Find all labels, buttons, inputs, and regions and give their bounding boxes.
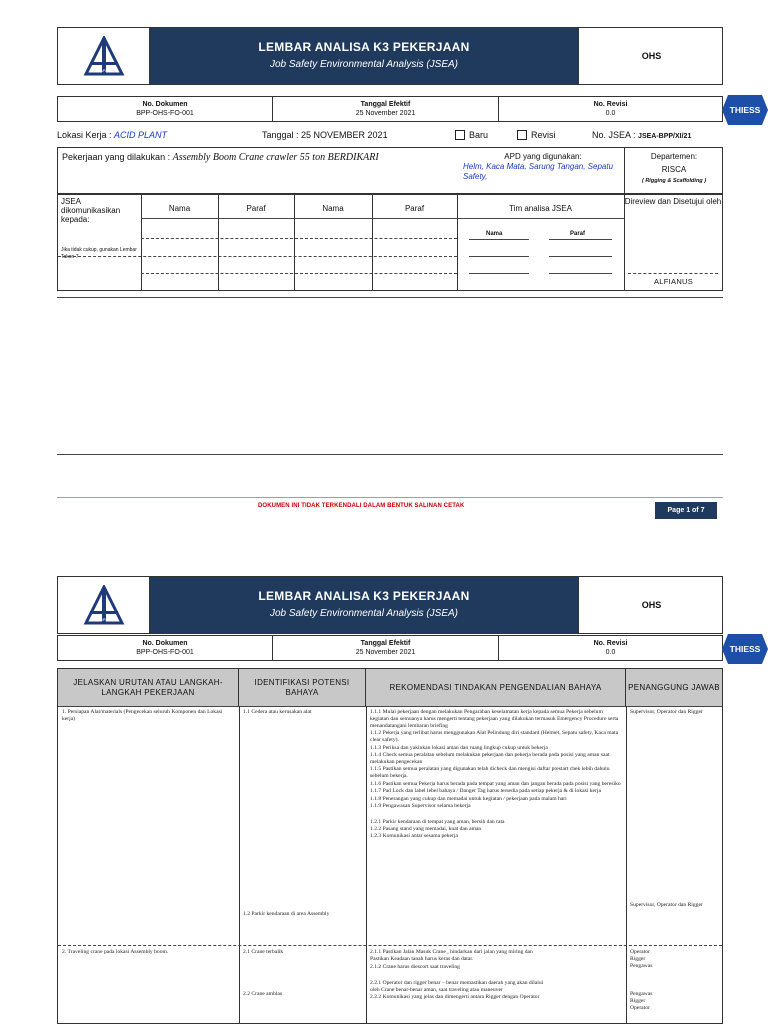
svg-text:BPP: BPP <box>99 68 108 73</box>
location-row <box>57 126 723 146</box>
reviewer-name: ALFIANUS <box>654 277 694 286</box>
controls-2: 2.1.1 Pastikan Jalan Masuk Crane , hindarkan dari jalan yang miring dan Pastikan Keadaan tanah harus keras dan datar. 2.1.2 Crane harus diescort saat traveling 2.2.1 Operator dan rigger benar – benar memastikan daerah yang akan dilalui oleh Crane benar-benar aman, saat traveling atau maneuver 2.2.2 Komunikasi yang jelas dan dimengerti antara Rigger dengan Operator <box>370 949 544 1001</box>
responsible-2-1: Operator Rigger Pengawas <box>630 949 653 969</box>
ohs-label: OHS <box>578 28 724 84</box>
jsea-number-label: No. JSEA : <box>592 130 636 140</box>
jsea-communicated-label: JSEA dikomunikasikan kepada: <box>61 197 121 225</box>
col-header-responsible: PENANGGUNG JAWAB <box>626 669 722 706</box>
bpp-logo-icon <box>82 585 126 625</box>
step-1: 1. Persiapan Alat/materials (Pengecekan seluruh Komponen dan Lokasi kerja) <box>62 709 223 722</box>
col-nama-1: Nama <box>168 204 191 213</box>
revision-label-2: No. Revisi <box>593 639 628 647</box>
ohs-label-2: OHS <box>578 577 724 633</box>
step-2: 2. Traveling crane pada lokasi Assembly boom. <box>62 949 169 955</box>
col-header-steps: JELASKAN URUTAN ATAU LANGKAH-LANGKAH PEKERJAAN <box>58 669 239 706</box>
effective-date-value-2: 25 November 2021 <box>355 649 416 656</box>
tim-analisa-header: Tim analisa JSEA <box>509 204 572 213</box>
jsea-header-2 <box>57 576 723 634</box>
col-paraf-1: Paraf <box>246 204 266 213</box>
location-value: ACID PLANT <box>114 130 168 140</box>
date-field: Tanggal : 25 NOVEMBER 2021 <box>262 130 388 140</box>
svg-text:THIESS: THIESS <box>729 644 761 654</box>
department-value: RISCA <box>661 165 687 174</box>
uncontrolled-copy-note: DOKUMEN INI TIDAK TERKENDALI DALAM BENTUK SALINAN CETAK <box>258 503 465 509</box>
location-label: Lokasi Kerja : <box>57 130 112 140</box>
job-value: Assembly Boom Crane crawler 55 ton BERDIKARI <box>172 152 379 163</box>
tim-nama-label: Nama <box>486 231 503 237</box>
job-label: Pekerjaan yang dilakukan : <box>62 152 171 162</box>
hazard-analysis-table <box>57 668 723 1024</box>
form-title-2: LEMBAR ANALISA K3 PEKERJAAN <box>258 589 470 603</box>
doc-meta-row-2 <box>57 635 723 661</box>
col-nama-2: Nama <box>322 204 344 213</box>
apd-label: APD yang digunakan: <box>504 152 582 161</box>
page-number: Page 1 of 7 <box>655 502 717 519</box>
controls-1: 1.1.1 Mulai pekerjaan dengan melakukan Pengarahan keselamatan kerja kepada semua Pekerja sebelum kegiatan dan semuanya harus mengerti tentang pekerjaan yang dilakukan termasuk Emergency Procedure serta menandatangani lembaran briefing 1.1.2 Pekerja yang terlibat harus menggunakan Alat Pelindung diri standard (Helmet, Sepatu safety, Kaca mata clear safety). 1.1.3 Periksa dan yakinkan lokasi aman dan ruang lingkup cukup untuk bekerja 1.1.4 Check semua peralatan sebelum melakukan pekerjaan dan pekerja berada pada posisi yang aman saat melakukan pengecekan 1.1.5 Pastikan semua peralatan yang digunakan telah dicheck dan mengisi daftar prestart chek lebih dahulu sebelum bekerja. 1.1.6 Pastikan semua Pekerja harus berada pada tempat yang aman dan jangan berada pada posisi yang beresiko 1.1.7 Pad Lock dan label lebel bahaya / Danger Tag harus tersedia pada setiap pekerja & di lokasi kerja 1.1.8 Penerangan yang cukup dan memadai untuk kegiatan / pekerjaan pada malam hari 1.1.9 Pengawasan Supervisor selama bekerja 1.2.1 Parkir kendaraan di tempat yang aman, bersih dan rata 1.2.2 Pasang stand yang memadai, kuat dan aman 1.2.3 Komunikasi antar sesama pekerja <box>370 709 621 840</box>
hazard-2-1: 2.1 Crane terbalik <box>243 949 284 955</box>
thiess-logo-icon <box>722 93 768 127</box>
title-band-2 <box>150 577 578 633</box>
jsea-note: Jika tidak cukup, gunakan Lembar Takon 7 <box>61 247 137 260</box>
jsea-header <box>57 27 723 85</box>
revisi-checkbox[interactable] <box>517 130 527 140</box>
form-title: LEMBAR ANALISA K3 PEKERJAAN <box>258 40 470 54</box>
apd-value: Helm, Kaca Mata, Sarung Tangan, Sepatu Safety, <box>463 162 614 181</box>
form-subtitle-2: Job Safety Environmental Analysis (JSEA) <box>269 608 459 619</box>
title-band <box>150 28 578 84</box>
department-label: Departemen: <box>650 152 698 161</box>
communication-table <box>57 194 723 291</box>
svg-text:THIESS: THIESS <box>729 105 761 115</box>
form-subtitle: Job Safety Environmental Analysis (JSEA) <box>269 59 459 70</box>
doc-meta-row <box>57 96 723 122</box>
department-sub: ( Rigging & Scaffolding ) <box>641 178 707 184</box>
col-header-controls: REKOMENDASI TINDAKAN PENGENDALIAN BAHAYA <box>366 669 626 706</box>
responsible-1-2: Supervisor, Operator dan Rigger <box>630 902 703 908</box>
hazard-2-2: 2.2 Crane amblas <box>243 991 282 997</box>
hazard-1-1: 1.1 Cedera atau kerusakan alat <box>243 709 312 715</box>
job-description-box <box>57 147 723 194</box>
revision-value: 0.0 <box>605 110 616 117</box>
doc-number-label: No. Dokumen <box>142 100 188 108</box>
effective-date-label: Tanggal Efektif <box>360 100 411 108</box>
col-paraf-2: Paraf <box>404 204 425 213</box>
company-logo-2 <box>58 577 150 633</box>
revisi-label: Revisi <box>531 130 556 140</box>
baru-checkbox[interactable] <box>455 130 465 140</box>
responsible-1-1: Supervisor, Operator dan Rigger <box>630 709 703 715</box>
doc-number-value-2: BPP-OHS-FO-001 <box>136 649 194 656</box>
review-header: Direview dan Disetujui oleh <box>624 197 722 206</box>
responsible-2-2: Pengawas Rigger Operator <box>630 991 653 1011</box>
svg-text:BPP: BPP <box>99 617 108 622</box>
thiess-logo-icon <box>722 632 768 666</box>
effective-date-label-2: Tanggal Efektif <box>360 639 411 647</box>
revision-label: No. Revisi <box>593 100 628 108</box>
tim-paraf-label: Paraf <box>570 231 586 237</box>
col-header-hazards: IDENTIFIKASI POTENSI BAHAYA <box>239 669 366 706</box>
doc-number-value: BPP-OHS-FO-001 <box>136 110 194 117</box>
effective-date-value: 25 November 2021 <box>355 110 416 117</box>
bpp-logo-icon <box>82 36 126 76</box>
revision-value-2: 0.0 <box>605 649 616 656</box>
baru-label: Baru <box>469 130 489 140</box>
doc-number-label-2: No. Dokumen <box>142 639 188 647</box>
hazard-1-2: 1.2 Parkir kendaraan di area Assembly <box>243 911 330 917</box>
jsea-number-value: JSEA-BPP/XI/21 <box>638 133 692 140</box>
company-logo <box>58 28 150 84</box>
